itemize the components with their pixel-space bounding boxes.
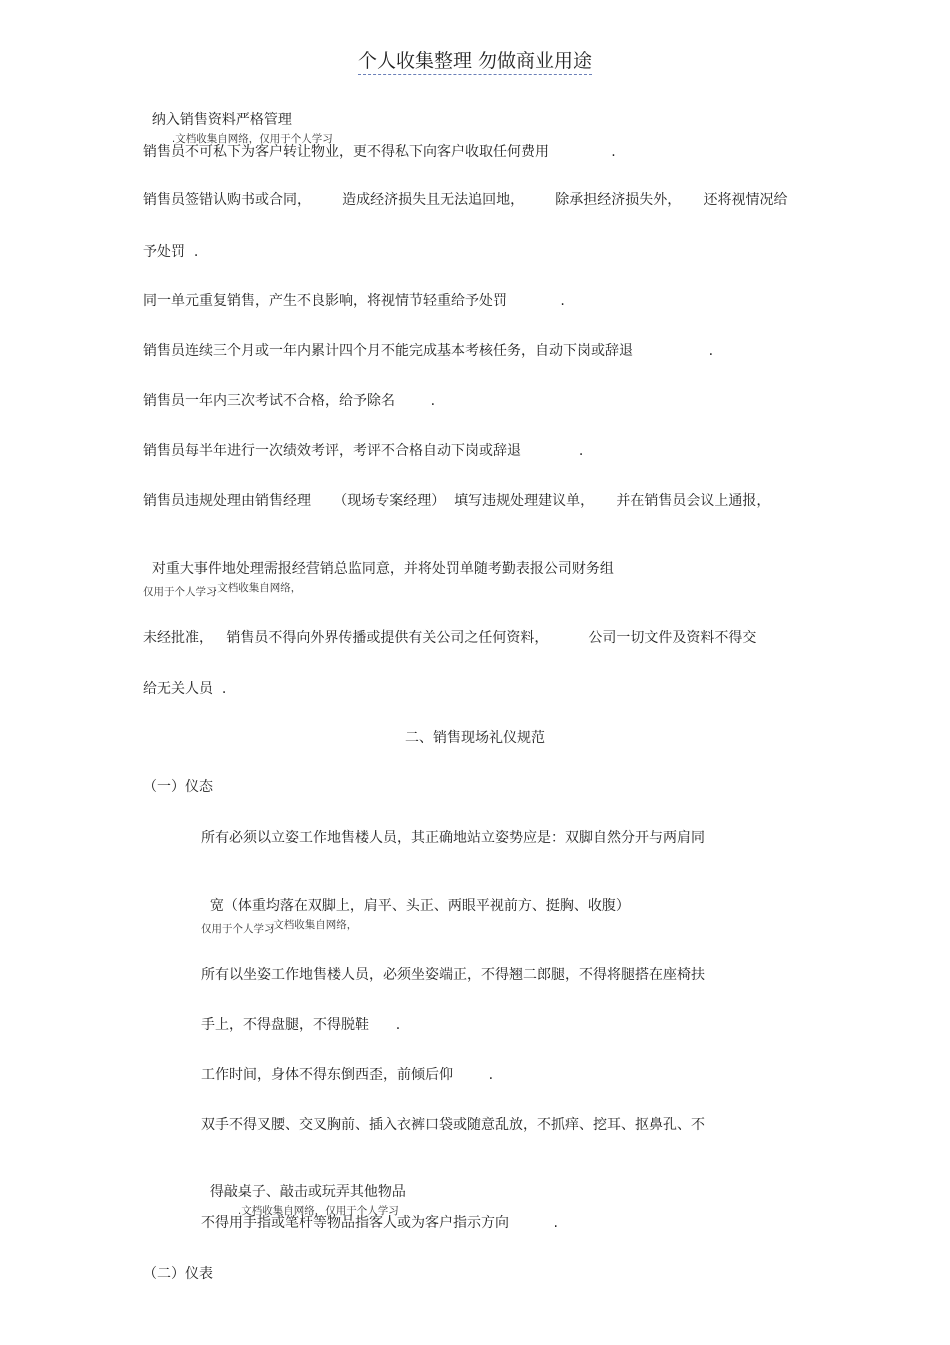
- header-title: 个人收集整理 勿做商业用途: [358, 50, 592, 75]
- paragraph-line: 销售员一年内三次考试不合格，给予除名 .: [143, 393, 436, 409]
- source-note: 仅用于个人学习: [143, 586, 217, 598]
- paragraph-line: 销售员连续三个月或一年内累计四个月不能完成基本考核任务，自动下岗或辞退 .: [143, 343, 714, 359]
- section-heading: 二、销售现场礼仪规范: [405, 730, 545, 746]
- paragraph-line: 同一单元重复销售，产生不良影响，将视情节轻重给予处罚 .: [143, 293, 565, 309]
- subsection-heading: （二）仪表: [143, 1266, 213, 1282]
- paragraph-line: 不得用手指或笔杆等物品指客人或为客户指示方向 .: [201, 1215, 558, 1231]
- paragraph-line: 销售员不可私下为客户转让物业，更不得私下向客户收取任何费用 .: [143, 144, 616, 160]
- paragraph-line: 给无关人员 .: [143, 681, 227, 697]
- paragraph-line: 双手不得叉腰、交叉胸前、插入衣裤口袋或随意乱放，不抓痒、挖耳、抠鼻孔、不: [201, 1117, 705, 1133]
- paragraph-line: 予处罚 .: [143, 244, 199, 260]
- paragraph-line: 工作时间，身体不得东倒西歪，前倾后仰 .: [201, 1067, 494, 1083]
- paragraph-line: 所有必须以立姿工作地售楼人员，其正确地站立姿势应是：双脚自然分开与两肩同: [201, 830, 705, 846]
- paragraph-line: [201, 1165, 406, 1220]
- source-note: .文档收集自网络，仅用于个人学习: [171, 133, 333, 145]
- paragraph-line: 所有以坐姿工作地售楼人员，必须坐姿端正，不得翘二郎腿，不得将腿搭在座椅扶: [201, 967, 705, 983]
- paragraph-line: 销售员每半年进行一次绩效考评，考评不合格自动下岗或辞退 .: [143, 443, 584, 459]
- paragraph-line: 手上，不得盘腿，不得脱鞋 .: [201, 1017, 401, 1033]
- source-note: .文档收集自网络，: [269, 919, 358, 931]
- source-note: .文档收集自网络，: [213, 582, 302, 594]
- source-note: 仅用于个人学习: [201, 923, 275, 935]
- paragraph-line: 未经批准， 销售员不得向外界传播或提供有关公司之任何资料， 公司一切文件及资料不得交: [143, 630, 757, 646]
- line-text: 得敲桌子、敲击或玩弄其他物品: [209, 1184, 406, 1200]
- paragraph-line: [143, 93, 333, 148]
- paragraph-line: 销售员签错认购书或合同， 造成经济损失且无法追回地， 除承担经济损失外， 还将视情况给: [143, 192, 788, 208]
- page-header: [0, 46, 950, 73]
- line-text: 宽（体重均落在双脚上，肩平、头正、两眼平视前方、挺胸、收腹）: [209, 898, 630, 914]
- line-text: 纳入销售资料严格管理: [151, 112, 292, 128]
- source-note: .文档收集自网络，仅用于个人学习: [237, 1205, 399, 1217]
- paragraph-line: 销售员违规处理由销售经理 （现场专案经理） 填写违规处理建议单， 并在销售员会议上通报，: [143, 493, 771, 509]
- subsection-heading: （一）仪态: [143, 779, 213, 795]
- line-text: 对重大事件地处理需报经营销总监同意，并将处罚单随考勤表报公司财务组: [151, 561, 614, 577]
